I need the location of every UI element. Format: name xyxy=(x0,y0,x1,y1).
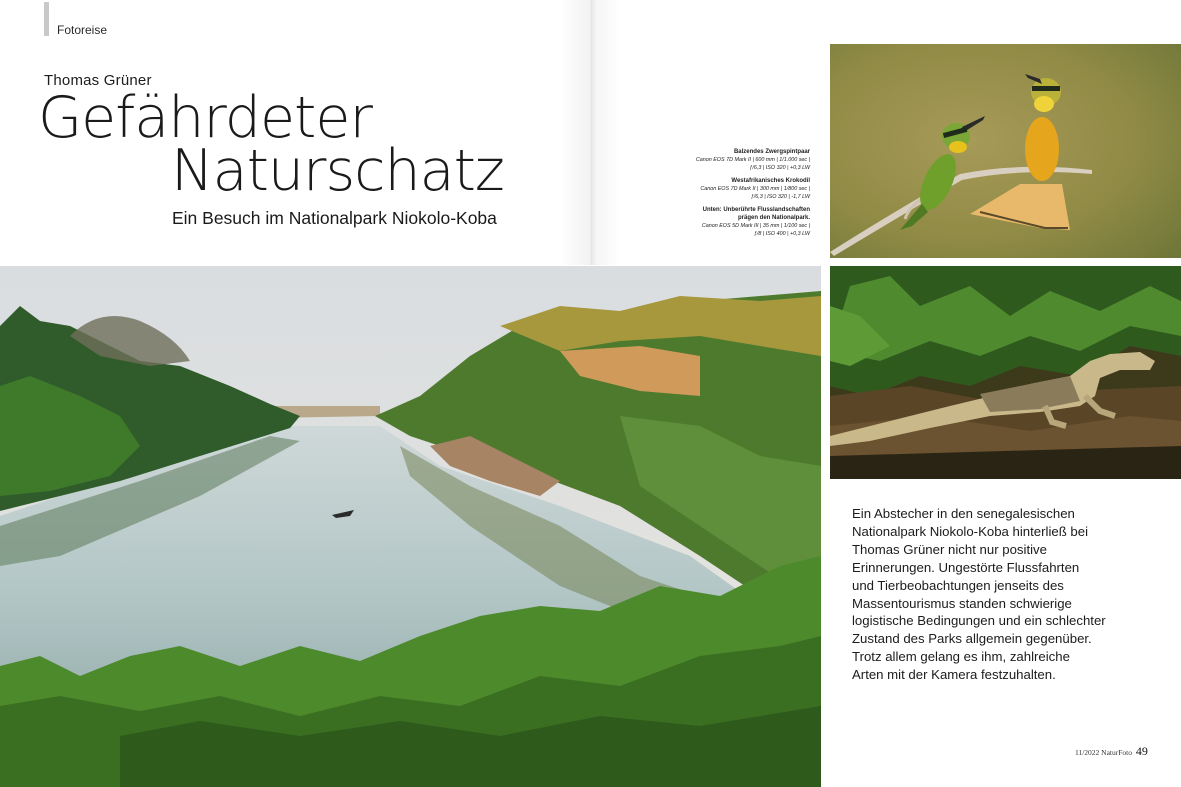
intro-line: Zustand des Parks allgemein gegenüber. xyxy=(852,631,1092,647)
caption-meta xyxy=(620,156,810,172)
intro-paragraph xyxy=(852,505,1152,684)
caption-meta-line: Canon EOS 7D Mark II | 300 mm | 1/800 sec | xyxy=(700,186,810,192)
photo-captions xyxy=(620,148,810,243)
river-landscape-image xyxy=(0,266,821,787)
caption-meta-line: ƒ/6,3 | ISO 320 | -1,7 LW xyxy=(750,194,810,200)
caption-title-line: Unten: Unberührte Flusslandschaften xyxy=(702,207,810,213)
intro-line: Trotz allem gelang es ihm, zahlreiche xyxy=(852,649,1070,665)
intro-line: Ein Abstecher in den senegalesischen xyxy=(852,506,1075,521)
crocodile-image xyxy=(830,266,1181,479)
page-gutter-shadow xyxy=(560,0,620,265)
intro-line: Erinnerungen. Ungestörte Flussfahrten xyxy=(852,559,1080,575)
intro-line: Arten mit der Kamera festzuhalten. xyxy=(852,667,1056,683)
caption-meta-line: ƒ/8 | ISO 400 | +0,3 LW xyxy=(753,231,810,237)
crocodile-photo xyxy=(830,266,1181,479)
caption-meta-line: Canon EOS 7D Mark II | 600 mm | 1/1.000 sec | xyxy=(695,157,810,163)
page-folio xyxy=(1075,744,1148,759)
page-number: 49 xyxy=(1135,744,1148,758)
intro-line: Nationalpark Niokolo-Koba hinterließ bei xyxy=(852,523,1089,539)
article-title xyxy=(38,85,504,204)
article-subtitle: Ein Besuch im Nationalpark Niokolo-Koba xyxy=(172,208,497,228)
title-line-1: Gefährdeter xyxy=(38,85,372,151)
section-marker-bar xyxy=(44,2,49,36)
intro-line: Massentourismus standen schwierige xyxy=(852,595,1072,611)
caption-meta-line: ƒ/6,3 | ISO 320 | +0,3 LW xyxy=(749,165,810,171)
intro-line: logistische Bedingungen und ein schlechter xyxy=(852,613,1106,629)
folio-issue: 11/2022 NaturFoto xyxy=(1075,748,1133,757)
caption-title: Westafrikanisches Krokodil xyxy=(731,178,810,184)
intro-line: Thomas Grüner nicht nur positive xyxy=(852,541,1047,557)
caption-meta xyxy=(620,222,810,238)
bee-eater-image xyxy=(830,44,1181,258)
bee-eater-photo xyxy=(830,44,1181,258)
intro-line: und Tierbeobachtungen jenseits des xyxy=(852,577,1064,593)
title-line-2: Naturschatz xyxy=(171,138,504,204)
section-label: Fotoreise xyxy=(57,23,108,37)
caption-title xyxy=(620,206,810,222)
caption-title: Balzendes Zwergspintpaar xyxy=(733,149,810,155)
caption-title-line: prägen den Nationalpark. xyxy=(737,215,810,221)
article-author: Thomas Grüner xyxy=(44,72,152,89)
river-landscape-photo xyxy=(0,266,821,787)
caption-meta xyxy=(620,185,810,201)
caption-meta-line: Canon EOS 5D Mark III | 35 mm | 1/100 sec | xyxy=(701,223,810,229)
